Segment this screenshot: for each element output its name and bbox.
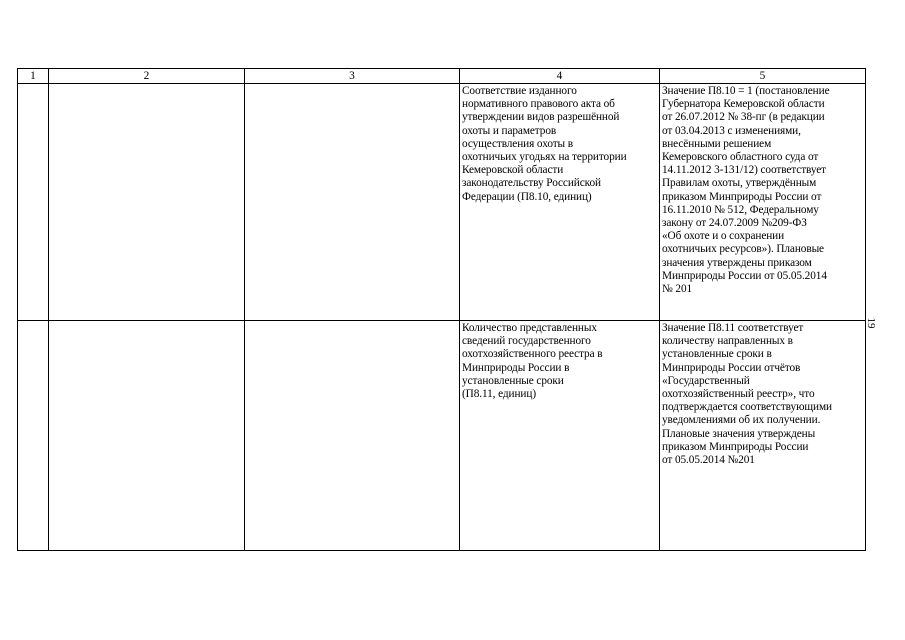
table-cell	[460, 321, 660, 551]
cell-text	[18, 84, 48, 85]
column-header-3: 3	[245, 69, 460, 84]
indicator-description: Соответствие изданного нормативного правового акта об утверждении видов разрешённой охоты и параметров осуществления охоты в охотничьих угодьях на территории Кемеровской области законодательству Российской Федерации (П8.10, единиц)	[462, 85, 627, 203]
table-cell	[660, 321, 866, 551]
table-cell	[660, 84, 866, 321]
document-table	[17, 68, 866, 551]
indicator-description: Количество представленных сведений государственного охотхозяйственного реестра в Минприроды России в установленные сроки (П8.11, единиц)	[462, 322, 603, 401]
cell-text	[49, 321, 244, 322]
indicator-value: Значение П8.11 соответствует количеству направленных в установленные сроки в Минприроды России отчётов «Государственный охотхозяйственный реестр», что подтверждается соответствующими уведомлениями об их получении. Плановые значения утверждены приказом Минприроды России от 05.05.2014 №201	[662, 322, 832, 467]
column-header-5: 5	[660, 69, 866, 84]
table-cell	[18, 321, 49, 551]
table-cell	[49, 321, 245, 551]
page-number: 19	[865, 317, 877, 329]
cell-text	[49, 84, 244, 85]
table-header-row	[18, 69, 866, 84]
indicator-value: Значение П8.10 = 1 (постановление Губернатора Кемеровской области от 26.07.2012 № 38-пг (в редакции от 03.04.2013 с изменениями, внесёнными решением Кемеровского областного суда от 14.11.2012 3-131/12) соответствует Правилам охоты, утверждённым приказом Минприроды России от 16.11.2010 № 512, Федеральному закону от 24.07.2009 №209-ФЗ «Об охоте и о сохранении охотничьих ресурсов»). Плановые значения утверждены приказом Минприроды России от 05.05.2014 № 201	[662, 85, 830, 296]
column-header-2: 2	[49, 69, 245, 84]
table-cell	[245, 321, 460, 551]
table-row	[18, 84, 866, 321]
table-cell	[49, 84, 245, 321]
cell-text	[245, 84, 459, 85]
table-cell	[245, 84, 460, 321]
table-cell	[18, 84, 49, 321]
cell-text	[18, 321, 48, 322]
table-cell	[460, 84, 660, 321]
table-row	[18, 321, 866, 551]
column-header-1: 1	[18, 69, 49, 84]
column-header-4: 4	[460, 69, 660, 84]
cell-text	[245, 321, 459, 322]
